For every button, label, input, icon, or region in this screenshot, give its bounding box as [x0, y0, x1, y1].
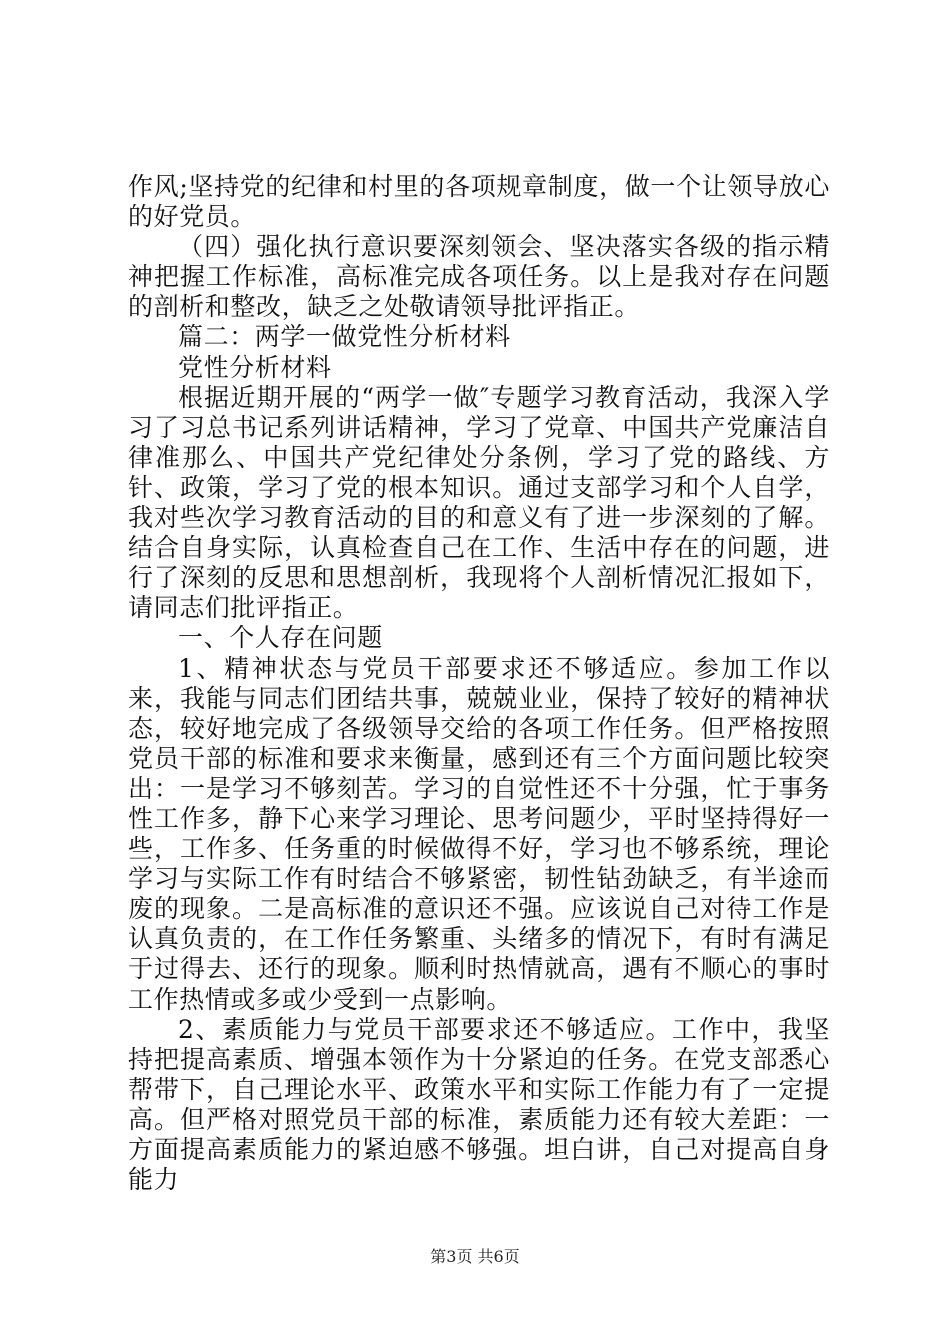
paragraph-issue-one: 1、精神状态与党员干部要求还不够适应。参加工作以来，我能与同志们团结共事，兢兢业业，保持了较好的精神状态，较好地完成了各级领导交给的各项工作任务。但严格按照党员干部的标准和要求来衡量，感到还有三个方面问题比较突出：一是学习不够刻苦。学习的自觉性还不十分强，忙于事务性工作多，静下心来学习理论、思考问题少，平时坚持得好一些，工作多、任务重的时候做得不好，学习也不够系统，理论学习与实际工作有时结合不够紧密，韧性钻劲缺乏，有半途而废的现象。二是高标准的意识还不强。应该说自己对待工作是认真负责的，在工作任务繁重、头绪多的情况下，有时有满足于过得去、还行的现象。顺利时热情就高，遇有不顺心的事时工作热情或多或少受到一点影响。: [128, 653, 830, 1014]
page-number-footer: 第3页 共6页: [430, 1247, 520, 1266]
paragraph-continuation: 作风;坚持党的纪律和村里的各项规章制度，做一个让领导放心的好党员。: [128, 172, 830, 232]
heading-analysis-title: 党性分析材料: [178, 352, 332, 382]
document-body: [128, 172, 830, 1195]
paragraph-issue-two: 2、素质能力与党员干部要求还不够适应。工作中，我坚持把提高素质、增强本领作为十分紧迫的任务。在党支部悉心帮带下，自己理论水平、政策水平和实际工作能力有了一定提高。但严格对照党员干部的标准，素质能力还有较大差距：一方面提高素质能力的紧迫感不够强。坦白讲，自己对提高自身能力: [128, 1014, 830, 1195]
paragraph-section-four: （四）强化执行意识要深刻领会、坚决落实各级的指示精神把握工作标准，高标准完成各项任务。以上是我对存在问题的剖析和整改，缺乏之处敬请领导批评指正。: [128, 232, 830, 322]
heading-personal-issues: 一、个人存在问题: [178, 623, 383, 653]
paragraph-introduction: 根据近期开展的“两学一做″专题学习教育活动，我深入学习了习总书记系列讲话精神，学习了党章、中国共产党廉洁自律准那么、中国共产党纪律处分条例，学习了党的路线、方针、政策，学习了党的根本知识。通过支部学习和个人自学，我对些次学习教育活动的目的和意义有了进一步深刻的了解。结合自身实际，认真检查自己在工作、生活中存在的问题，进行了深刻的反思和思想剖析，我现将个人剖析情况汇报如下，请同志们批评指正。: [128, 382, 830, 623]
heading-part-two: 篇二：两学一做党性分析材料: [178, 322, 511, 352]
